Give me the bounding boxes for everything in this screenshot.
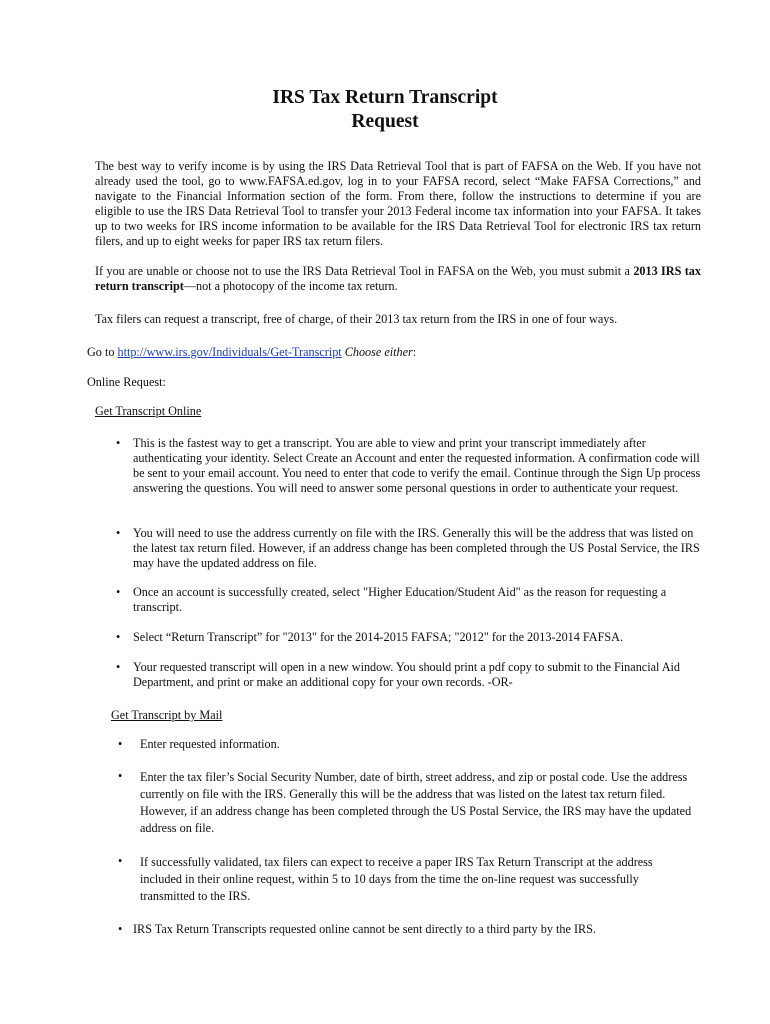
bullet-icon: •	[116, 585, 121, 599]
transcript-requirement-paragraph	[95, 264, 701, 294]
bullet-icon: •	[116, 436, 121, 450]
requirement-text: If you are unable or choose not to use the IRS Data Retrieval Tool in FAFSA on the Web, you must submit a	[95, 264, 634, 278]
bullet-icon: •	[116, 630, 121, 644]
page-title	[0, 86, 770, 134]
requirement-bold-text: 2013 IRS tax return transcript	[95, 264, 701, 293]
goto-prefix: Go to	[87, 345, 118, 359]
bullet-icon: •	[118, 922, 123, 936]
intro-paragraph: The best way to verify income is by using the IRS Data Retrieval Tool that is part of FAFSA on the Web. If you have not already used the tool, go to www.FAFSA.ed.gov, log in to your FAFSA record, select “Make FAFSA Corrections,” and navigate to the Financial Information section of the form. From there, follow the instructions to determine if you are eligible to use the IRS Data Retrieval Tool to transfer your 2013 Federal income tax information into your FAFSA. It takes up to two weeks for IRS income information to be available for the IRS Data Retrieval Tool for electronic IRS tax return filers, and up to eight weeks for paper IRS tax return filers.	[95, 159, 701, 248]
goto-colon: :	[412, 345, 417, 359]
bullet-text: You will need to use the address currently on file with the IRS. Generally this will be the address that was listed on the latest tax return filed. However, if an address change has been completed through the US Postal Service, the IRS may have the updated address on file.	[133, 526, 700, 570]
get-transcript-link[interactable]: http://www.irs.gov/Individuals/Get-Transcript	[117, 345, 342, 359]
bullet-icon: •	[116, 526, 121, 540]
bullet-text: Enter the tax filer’s Social Security Number, date of birth, street address, and zip or postal code. Use the address currently on file with the IRS. Generally this will be the address that was listed on the latest tax return filed. However, if an address change has been completed through the US Postal Service, the IRS may have the updated address on file.	[140, 770, 692, 835]
bullet-icon: •	[118, 769, 123, 783]
bullet-icon: •	[116, 660, 121, 674]
bullet-text: IRS Tax Return Transcripts requested online cannot be sent directly to a third party by the IRS.	[133, 922, 596, 936]
bullet-text: If successfully validated, tax filers can expect to receive a paper IRS Tax Return Transcript at the address included in their online request, within 5 to 10 days from the time the on-line request was successfully transmitted to the IRS.	[140, 855, 653, 903]
title-line-2: Request	[351, 111, 419, 132]
goto-line	[87, 345, 707, 360]
get-transcript-online-heading: Get Transcript Online	[95, 404, 202, 418]
bullet-icon: •	[118, 854, 123, 868]
bullet-text: Enter requested information.	[140, 737, 280, 751]
filers-paragraph: Tax filers can request a transcript, free of charge, of their 2013 tax return from the IRS in one of four ways.	[95, 312, 618, 326]
bullet-icon: •	[118, 737, 123, 751]
requirement-text-end: —not a photocopy of the income tax return.	[183, 279, 398, 293]
bullet-text: This is the fastest way to get a transcript. You are able to view and print your transcript immediately after authenticating your identity. Select Create an Account and enter the requested information. A confirmation code will be sent to your email account. You need to enter that code to verify the email. Continue through the Sign Up process answering the questions. You will need to answer some personal questions in order to authenticate your request.	[133, 436, 701, 495]
choose-either-text: Choose either	[344, 345, 413, 359]
bullet-text: Your requested transcript will open in a new window. You should print a pdf copy to submit to the Financial Aid Department, and print or make an additional copy for your own records. -OR-	[133, 660, 681, 689]
bullet-text: Once an account is successfully created, select "Higher Education/Student Aid" as the reason for requesting a transcript.	[133, 585, 667, 614]
bullet-text: Select “Return Transcript” for "2013" for the 2014-2015 FAFSA; "2012" for the 2013-2014 FAFSA.	[133, 630, 623, 644]
get-transcript-by-mail-heading: Get Transcript by Mail	[111, 708, 223, 722]
title-line-1: IRS Tax Return Transcript	[272, 87, 498, 108]
online-request-label: Online Request:	[87, 375, 166, 389]
